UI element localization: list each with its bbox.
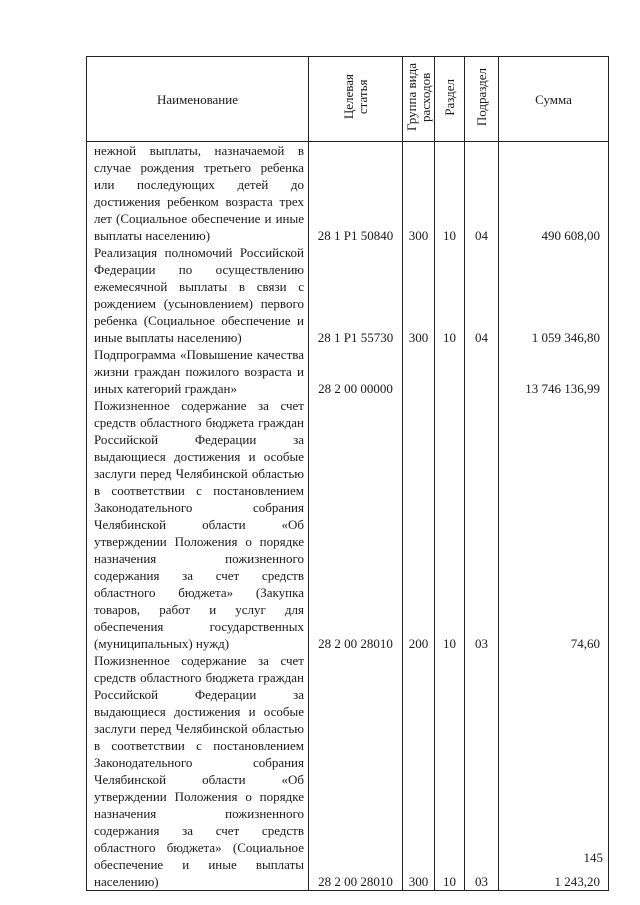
row-target-article: 28 2 00 28010	[309, 397, 403, 652]
row-target-article: 28 1 P1 50840	[309, 142, 403, 245]
table-row	[87, 346, 609, 397]
table-row	[87, 652, 609, 891]
row-subsection: 03	[465, 397, 499, 652]
row-section	[435, 346, 465, 397]
row-name: Реализация полномочий Российской Федерации по осуществлению ежемесячной выплаты в связи с рождением (усыновлением) первого ребенка (Социальное обеспечение и иные выплаты населению)	[87, 244, 309, 346]
row-subsection: 04	[465, 244, 499, 346]
row-target-article: 28 2 00 28010	[309, 652, 403, 891]
table-body	[87, 142, 609, 891]
row-name: Пожизненное содержание за счет средств областного бюджета граждан Российской Федерации за выдающиеся достижения и особые заслуги перед Челябинской областью в соответствии с постановлением Законодательного собрания Челябинской области «Об утверждении Положения о порядке назначения пожизненного содержания за счет средств областного бюджета» (Закупка товаров, работ и услуг для обеспечения государственных (муниципальных) нужд)	[87, 397, 309, 652]
row-section: 10	[435, 397, 465, 652]
row-sum: 13 746 136,99	[499, 346, 609, 397]
row-expense-group: 300	[403, 244, 435, 346]
row-expense-group: 300	[403, 142, 435, 245]
row-expense-group: 300	[403, 652, 435, 891]
row-target-article: 28 1 P1 55730	[309, 244, 403, 346]
page-number: 145	[583, 850, 603, 865]
row-expense-group: 200	[403, 397, 435, 652]
header-target-article	[309, 57, 403, 142]
table-row	[87, 244, 609, 346]
row-expense-group	[403, 346, 435, 397]
row-name: Подпрограмма «Повышение качества жизни граждан пожилого возраста и иных категорий граждан»	[87, 346, 309, 397]
row-sum: 74,60	[499, 397, 609, 652]
row-subsection: 03	[465, 652, 499, 891]
budget-table	[86, 56, 609, 891]
header-name	[87, 57, 309, 142]
row-section: 10	[435, 652, 465, 891]
header-name-label: Наименование	[157, 91, 238, 107]
row-subsection: 04	[465, 142, 499, 245]
header-section	[435, 57, 465, 142]
header-target-article-label: Целевая статья	[340, 74, 370, 120]
header-sum	[499, 57, 609, 142]
row-name: Пожизненное содержание за счет средств областного бюджета граждан Российской Федерации за выдающиеся достижения и особые заслуги перед Челябинской областью в соответствии с постановлением Законодательного собрания Челябинской области «Об утверждении Положения о порядке назначения пожизненного содержания за счет средств областного бюджета» (Социальное обеспечение и иные выплаты населению)	[87, 652, 309, 891]
header-sum-label: Сумма	[535, 91, 572, 107]
row-sum: 1 243,20	[499, 652, 609, 891]
header-expense-group-label: Группа вида расходов	[403, 63, 433, 131]
header-subsection-label: Подраздел	[473, 67, 489, 127]
row-section: 10	[435, 142, 465, 245]
header-section-label: Раздел	[441, 78, 457, 116]
table-row	[87, 142, 609, 245]
row-target-article: 28 2 00 00000	[309, 346, 403, 397]
row-subsection	[465, 346, 499, 397]
row-sum: 1 059 346,80	[499, 244, 609, 346]
table-row	[87, 397, 609, 652]
header-expense-group	[403, 57, 435, 142]
header-subsection	[465, 57, 499, 142]
row-name: нежной выплаты, назначаемой в случае рождения третьего ребенка или последующих детей до достижения ребенком возраста трех лет (Социальное обеспечение и иные выплаты населению)	[87, 142, 309, 245]
row-section: 10	[435, 244, 465, 346]
table-header	[87, 57, 609, 142]
row-sum: 490 608,00	[499, 142, 609, 245]
